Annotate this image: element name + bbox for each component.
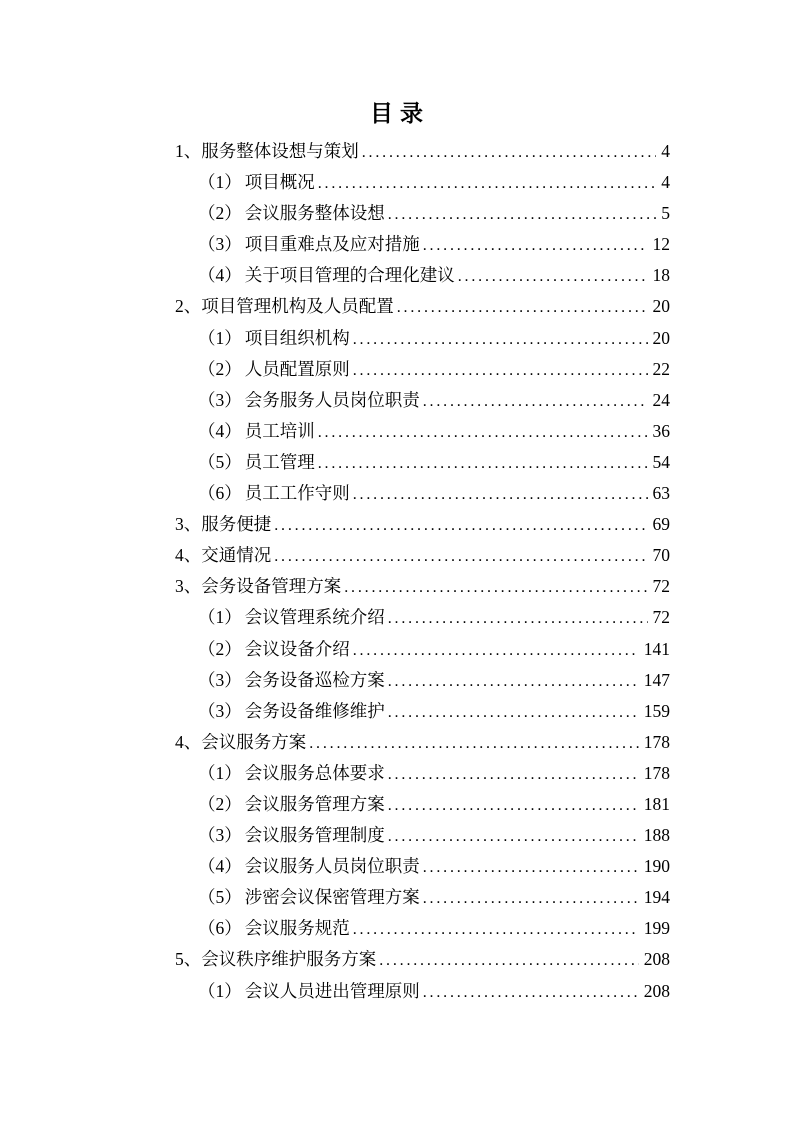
toc-entry-number: （1）	[198, 980, 242, 1001]
toc-entry-page: 199	[643, 918, 670, 939]
toc-entry-page: 54	[652, 451, 670, 472]
toc-entry-label: 会议管理系统介绍	[244, 607, 385, 628]
toc-entry-label: 人员配置原则	[244, 358, 350, 379]
toc-entry-page: 159	[643, 700, 670, 721]
toc-entry-number: （2）	[198, 358, 242, 379]
toc-entry-label: 会议秩序维护服务方案	[201, 949, 377, 970]
toc-entry-number: （2）	[198, 793, 242, 814]
toc-dot-leader	[423, 385, 648, 417]
toc-entry[interactable]	[198, 198, 670, 229]
toc-dot-leader	[353, 913, 639, 945]
toc-entry-page: 72	[652, 576, 670, 597]
toc-entry-label: 交通情况	[201, 545, 272, 566]
toc-entry-number: 2、	[175, 296, 202, 317]
toc-entry-number: 1、	[175, 141, 202, 161]
toc-dot-leader	[318, 447, 648, 479]
toc-entry[interactable]	[198, 882, 670, 913]
toc-entry-number: （2）	[198, 203, 242, 224]
toc-dot-leader	[274, 540, 647, 572]
toc-entry[interactable]	[198, 447, 670, 478]
toc-dot-leader	[318, 416, 648, 448]
toc-entry-label: 会议设备介绍	[244, 638, 350, 659]
toc-entry-label: 服务整体设想与策划	[201, 141, 359, 161]
toc-entry-label: 会议服务管理制度	[244, 825, 385, 846]
toc-dot-leader	[388, 820, 639, 852]
toc-entry-number: （3）	[198, 389, 242, 410]
toc-entry[interactable]	[175, 727, 670, 758]
toc-entry-number: （1）	[198, 327, 242, 348]
toc-dot-leader	[423, 851, 639, 883]
toc-entry-page: 194	[643, 887, 670, 908]
toc-entry[interactable]	[198, 323, 670, 354]
toc-dot-leader	[397, 291, 648, 323]
toc-entry-label: 关于项目管理的合理化建议	[244, 265, 455, 286]
toc-dot-leader	[353, 354, 648, 386]
toc-entry-label: 涉密会议保密管理方案	[244, 887, 420, 908]
toc-entry[interactable]	[175, 509, 670, 540]
toc-entry[interactable]	[198, 851, 670, 882]
toc-entry-number: 4、	[175, 545, 202, 566]
toc-dot-leader	[388, 789, 639, 821]
toc-entry-number: （1）	[198, 762, 242, 783]
toc-entry-page: 72	[652, 607, 670, 628]
toc-entry-page: 24	[652, 389, 670, 410]
toc-entry-page: 12	[652, 234, 670, 255]
toc-entry-label: 会务设备管理方案	[201, 576, 342, 597]
toc-entry[interactable]	[198, 229, 670, 260]
toc-entry-label: 会议服务总体要求	[244, 762, 385, 783]
toc-dot-leader	[353, 478, 648, 510]
toc-entry-page: 208	[643, 980, 670, 1001]
toc-entry-label: 会议服务方案	[201, 731, 307, 752]
toc-entry-page: 20	[652, 296, 670, 317]
toc-entry-number: （6）	[198, 483, 242, 504]
toc-entry-number: （4）	[198, 856, 242, 877]
toc-entry-number: 4、	[175, 731, 202, 752]
toc-entry-number: （3）	[198, 669, 242, 690]
toc-entry-label: 员工工作守则	[244, 483, 350, 504]
toc-dot-leader	[388, 665, 639, 697]
toc-entry-label: 会议服务人员岗位职责	[244, 856, 420, 877]
toc-entry[interactable]	[175, 136, 670, 167]
toc-entry[interactable]	[198, 478, 670, 509]
toc-entry-number: 3、	[175, 514, 202, 535]
toc-dot-leader	[344, 571, 647, 603]
toc-entry-page: 36	[652, 420, 670, 441]
toc-entry[interactable]	[175, 540, 670, 571]
toc-dot-leader	[318, 167, 657, 199]
toc-dot-leader	[423, 976, 639, 1008]
toc-entry-number: （5）	[198, 451, 242, 472]
toc-entry-label: 项目管理机构及人员配置	[201, 296, 394, 317]
toc-entry-page: 63	[652, 483, 670, 504]
toc-dot-leader	[423, 882, 639, 914]
toc-entry-number: （4）	[198, 420, 242, 441]
toc-dot-leader	[274, 509, 647, 541]
toc-entry-page: 178	[643, 762, 670, 783]
toc-entry-page: 70	[652, 545, 670, 566]
page-title: 目录	[370, 101, 430, 126]
toc-entry-page: 4	[661, 141, 670, 161]
toc-entry-number: 3、	[175, 576, 202, 597]
toc-entry-page: 18	[652, 265, 670, 286]
toc-entry-number: （4）	[198, 265, 242, 286]
toc-dot-leader	[353, 634, 639, 666]
toc-entry-page: 5	[661, 203, 670, 224]
toc-entry-number: （3）	[198, 700, 242, 721]
toc-entry-label: 项目重难点及应对措施	[244, 234, 420, 255]
toc-entry-page: 178	[643, 731, 670, 752]
toc-entry-label: 项目概况	[244, 172, 315, 193]
toc-dot-leader	[362, 136, 657, 168]
toc-entry-label: 服务便捷	[201, 514, 272, 535]
toc-entry-label: 会议服务管理方案	[244, 793, 385, 814]
toc-entry[interactable]	[198, 634, 670, 665]
toc-entry[interactable]	[198, 665, 670, 696]
toc-entry-label: 会务设备巡检方案	[244, 669, 385, 690]
toc-entry-number: （3）	[198, 825, 242, 846]
toc-entry-label: 会议服务规范	[244, 918, 350, 939]
toc-entry[interactable]	[198, 167, 670, 198]
toc-entry-number: （5）	[198, 887, 242, 908]
toc-entry[interactable]	[198, 913, 670, 944]
toc-list	[0, 136, 793, 1007]
toc-entry[interactable]	[198, 260, 670, 291]
toc-entry-label: 项目组织机构	[244, 327, 350, 348]
toc-entry-number: （6）	[198, 918, 242, 939]
toc-entry-page: 208	[643, 949, 670, 970]
toc-entry-page: 4	[661, 172, 670, 193]
toc-dot-leader	[388, 696, 639, 728]
toc-entry-label: 会务设备维修维护	[244, 700, 385, 721]
toc-entry-label: 会议人员进出管理原则	[244, 980, 420, 1001]
toc-entry-number: （3）	[198, 234, 242, 255]
toc-entry-page: 20	[652, 327, 670, 348]
toc-entry[interactable]	[198, 976, 670, 1007]
toc-entry[interactable]	[198, 820, 670, 851]
toc-entry[interactable]	[175, 291, 670, 322]
toc-dot-leader	[353, 323, 648, 355]
toc-entry-page: 190	[643, 856, 670, 877]
toc-entry-label: 会务服务人员岗位职责	[244, 389, 420, 410]
toc-entry-page: 147	[643, 669, 670, 690]
toc-entry[interactable]	[175, 944, 670, 975]
toc-entry-number: （2）	[198, 638, 242, 659]
toc-entry[interactable]	[198, 602, 670, 633]
toc-entry-page: 188	[643, 825, 670, 846]
toc-entry[interactable]	[198, 758, 670, 789]
toc-entry[interactable]	[198, 354, 670, 385]
toc-entry-number: （1）	[198, 607, 242, 628]
toc-dot-leader	[309, 727, 639, 759]
toc-entry-page: 141	[643, 638, 670, 659]
toc-entry[interactable]	[198, 789, 670, 820]
toc-dot-leader	[458, 260, 648, 292]
toc-entry-page: 181	[643, 793, 670, 814]
toc-entry[interactable]	[198, 385, 670, 416]
toc-entry-page: 69	[652, 514, 670, 535]
toc-entry[interactable]	[198, 416, 670, 447]
toc-entry-label: 员工管理	[244, 451, 315, 472]
toc-dot-leader	[388, 758, 639, 790]
toc-dot-leader	[388, 602, 648, 634]
toc-entry-page: 22	[652, 358, 670, 379]
toc-entry-label: 会议服务整体设想	[244, 203, 385, 224]
toc-entry-label: 员工培训	[244, 420, 315, 441]
toc-dot-leader	[379, 944, 639, 976]
toc-dot-leader	[388, 198, 657, 230]
toc-entry-number: 5、	[175, 949, 202, 970]
toc-entry[interactable]	[198, 696, 670, 727]
toc-dot-leader	[423, 229, 648, 261]
toc-entry-number: （1）	[198, 172, 242, 193]
toc-entry[interactable]	[175, 571, 670, 602]
